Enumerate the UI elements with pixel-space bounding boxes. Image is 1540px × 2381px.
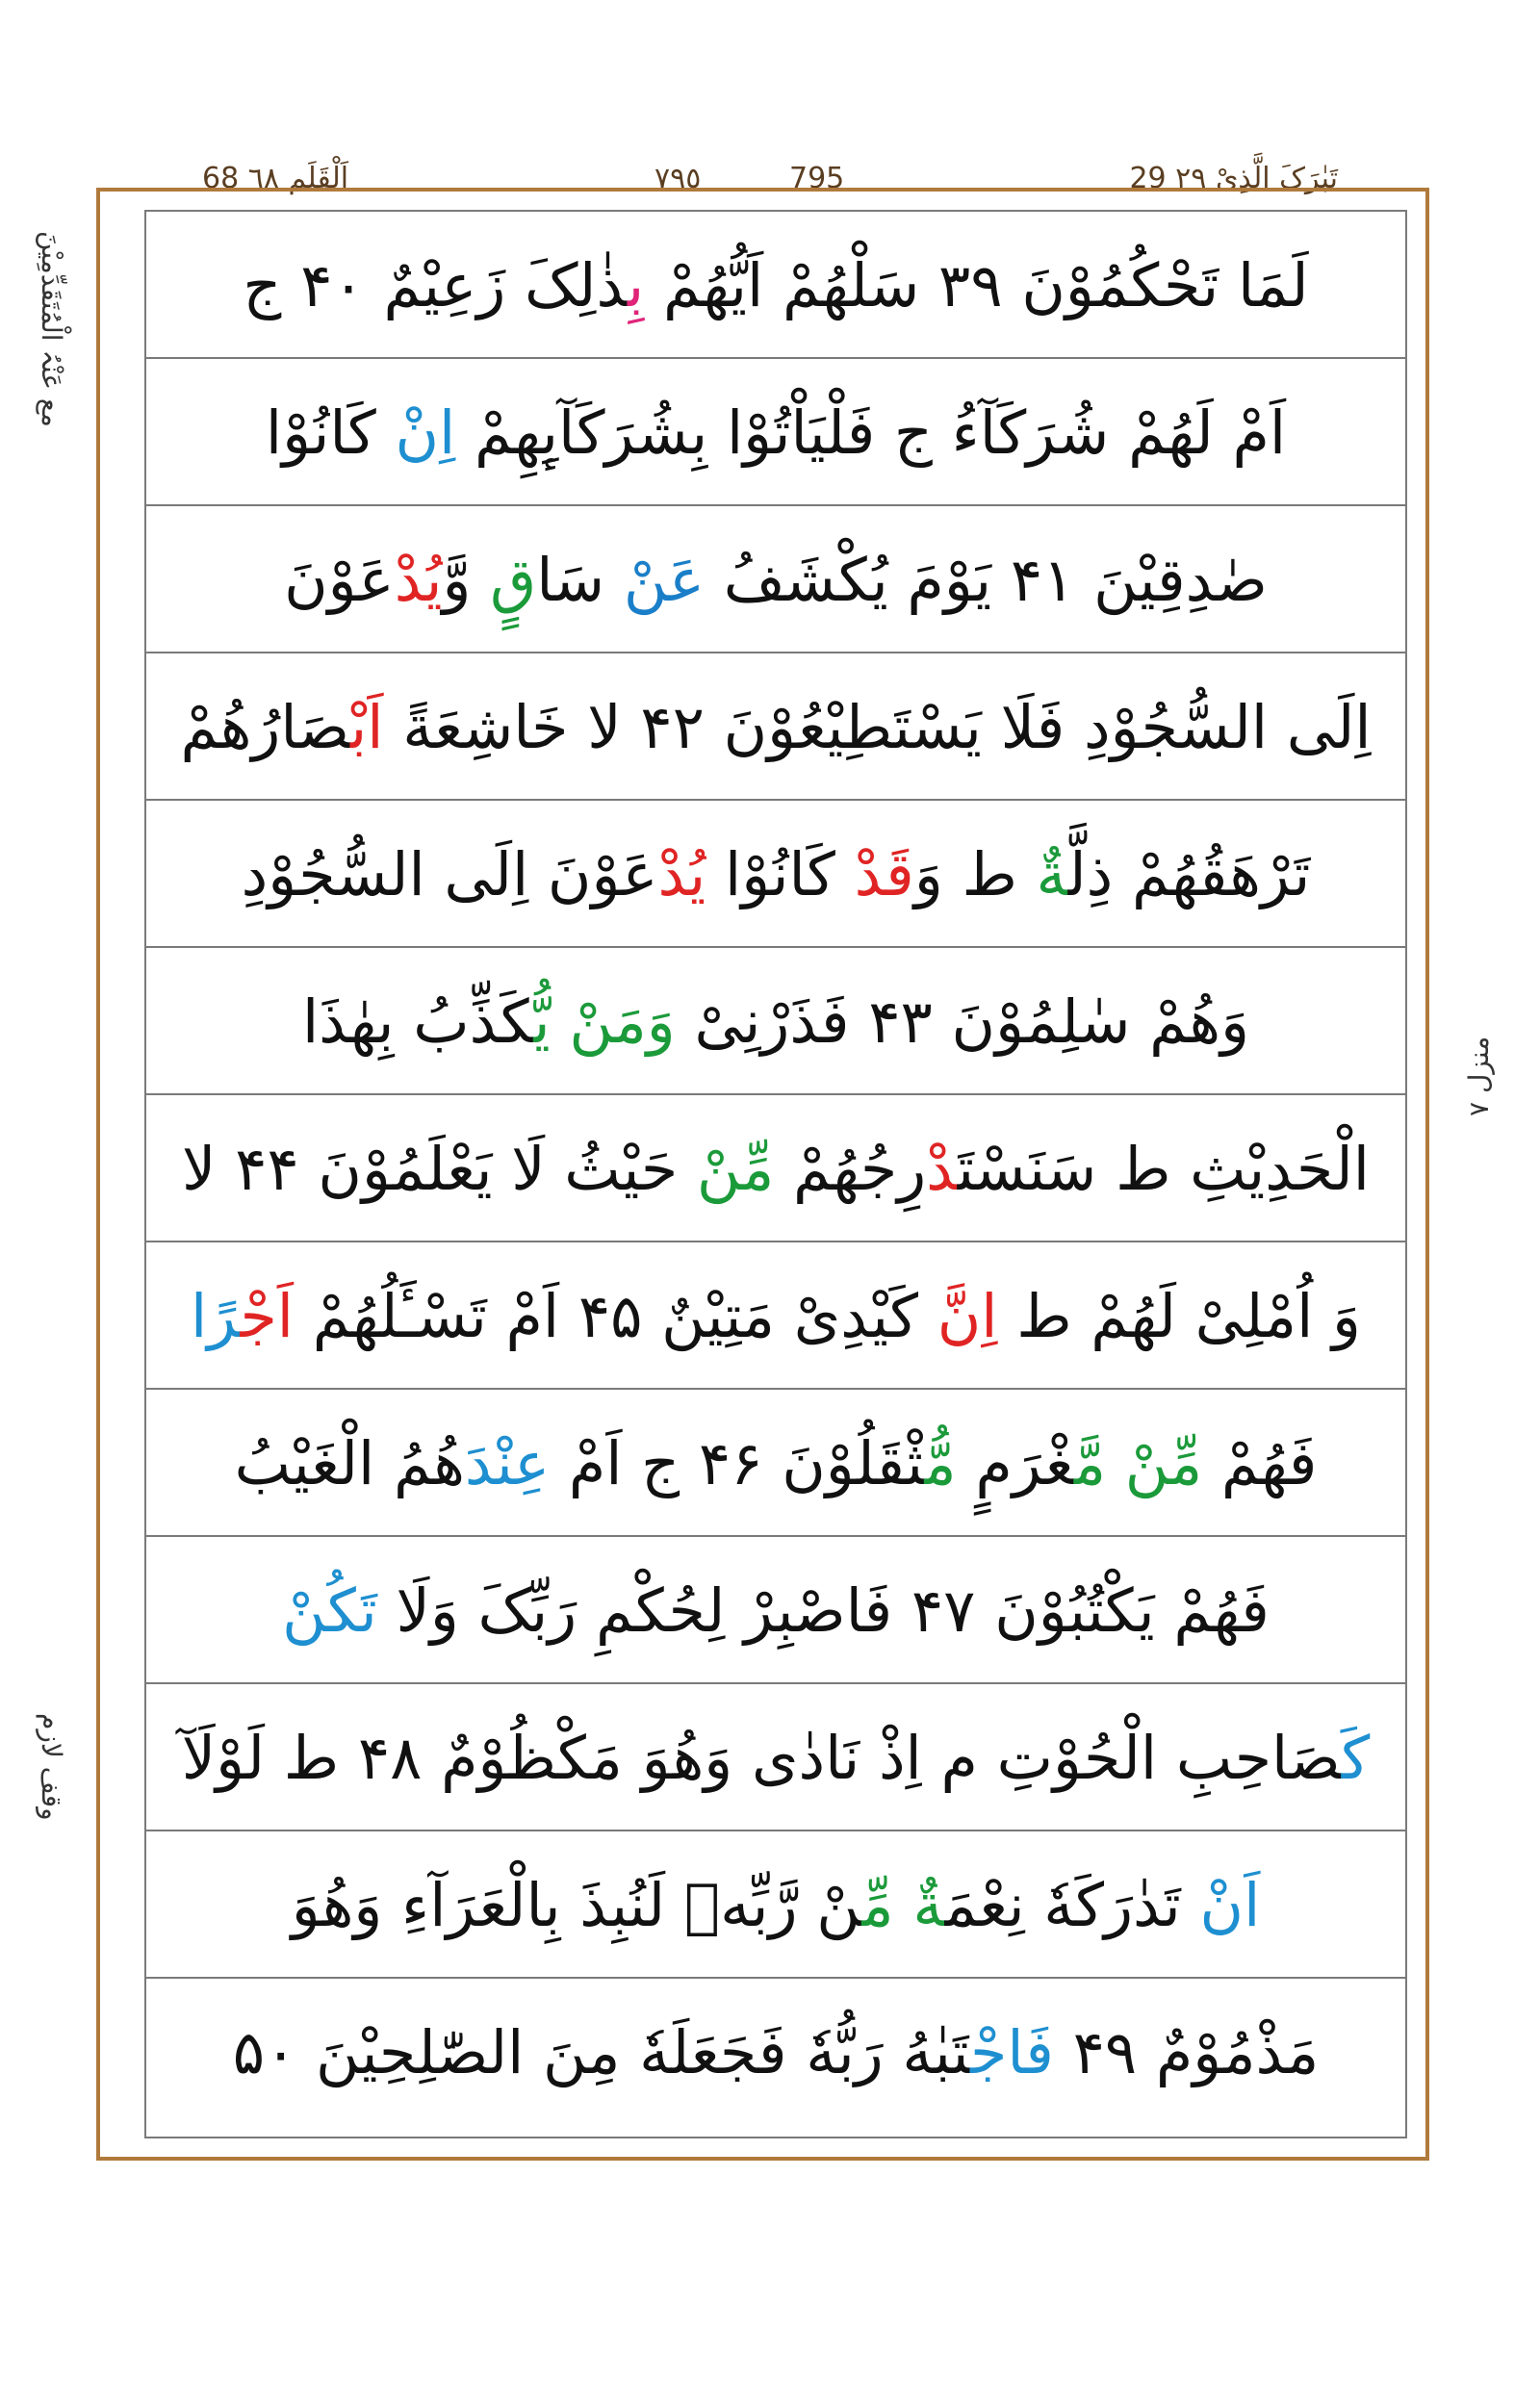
text-segment: فَهُمْ [1202,1428,1318,1498]
text-segment: فَهُمْ یَکْتُبُوْنَ ۴۷ فَاصْبِرْ لِحُکْمِ رَبِّکَ وَلَا [376,1575,1270,1646]
text-line [146,212,1405,359]
text-segment: قٍ [490,545,537,615]
text-segment: غْرَمٍ [956,1428,1074,1498]
text-segment: اِنْ [395,397,456,468]
text-line [146,653,1405,801]
margin-note-manzil: منزل ٧ [1463,1036,1495,1116]
text-segment: اِلَی السُّجُوْدِ فَلَا یَسْتَطِیْعُوْنَ ۴۲ لا خَاشِعَةً [383,692,1372,762]
text-line [146,1979,1405,2126]
text-line [146,1390,1405,1537]
text-segment: کَانُوْا [265,397,396,468]
text-line [146,1684,1405,1831]
text-segment: صَارُهُمْ [180,692,350,762]
text-segment: وَّ [442,545,491,615]
text-segment: هُمُ الْغَیْبُ [234,1428,465,1498]
text-segment: بِ [627,250,645,320]
text-segment: تَدٰرَکَهٗ نِعْمَ [944,1870,1200,1940]
surah-title: 68 اَلْقَلَم ٦٨ [202,162,349,195]
text-segment: عَوْنَ اِلَی السُّجُوْدِ [241,839,658,909]
text-segment: فَاجْ [970,2017,1054,2087]
text-segment: اِنَّ [937,1281,998,1351]
page-number-urdu: ٧٩٥ [654,162,702,195]
text-line [146,1242,1405,1390]
text-segment: یُدْ [394,545,443,615]
text-segment: یُدْ [657,839,706,909]
text-segment: کَ [1341,1723,1371,1793]
text-segment: تَبٰهُ رَبُّهٗ فَجَعَلَهٗ مِنَ الصّٰلِحِیْنَ ۵۰ [232,2017,971,2087]
text-segment: وَمَنْ یُّ [533,986,676,1057]
text-segment: ثْقَلُوْنَ ۴۶ ج اَمْ [550,1428,925,1498]
text-segment: صَاحِبِ الْحُوْتِ م اِذْ نَادٰی وَهُوَ مَکْظُوْمٌ ۴۸ ط لَوْلَآ [181,1723,1342,1793]
text-segment: ةٌ [1036,839,1068,909]
text-segment: اَبْ [350,692,384,762]
text-segment: مَذْمُوْمٌ ۴۹ [1053,2017,1320,2087]
text-segment: مُّ [924,1428,957,1498]
text-segment: تَرْهَقُهُمْ ذِلَّ [1067,839,1311,909]
juz-title: 29 تَبٰرَکَ الَّذِیْ ٢٩ [1129,162,1338,195]
text-segment: مِّنْ [696,1134,775,1204]
text-line [146,506,1405,653]
text-segment: عِنْدَ [464,1428,551,1498]
text-segment: اَجْ [240,1281,295,1351]
text-segment: اَمْ لَهُمْ شُرَکَآءُ ج فَلْیَاْتُوْا بِشُرَکَآىِٕهِمْ [455,397,1287,468]
text-segment: قَدْ [854,839,914,909]
text-line [146,1095,1405,1242]
text-segment: عَوْنَ [284,545,395,615]
text-segment: وَهُمْ سٰلِمُوْنَ ۴۳ فَذَرْنِیْ [675,986,1250,1057]
text-line [146,801,1405,948]
text-segment: وَ اُمْلِیْ لَهُمْ ط [997,1281,1361,1351]
text-segment: عَنْ [623,545,706,615]
margin-note-top: مع عَنْہُ الْمُتَقَدِّمِیْنَ [36,231,67,427]
text-segment: مِّنْ مَّ [1073,1428,1203,1498]
text-line [146,1831,1405,1979]
text-segment: کَیْدِیْ مَتِیْنٌ ۴۵ اَمْ تَسْـَٔلُهُمْ [294,1281,937,1351]
text-segment: لَمَا تَحْکُمُوْنَ ۳۹ سَلْهُمْ اَیُّهُمْ [644,250,1309,320]
text-segment: دْ [926,1134,958,1204]
text-segment: ط وَ [913,839,1037,909]
margin-note-waqf: وقف لازم [36,1713,67,1821]
text-segment: سَا [536,545,624,615]
text-segment: ةٌ مِّ [861,1870,945,1940]
text-segment: اَنْ [1199,1870,1261,1940]
text-line [146,948,1405,1095]
text-segment: تَکُنْ [282,1575,377,1646]
text-segment: حَیْثُ لَا یَعْلَمُوْنَ ۴۴ لا [182,1134,697,1204]
text-line [146,1537,1405,1684]
text-segment: رًا [191,1281,241,1351]
text-segment: کَانُوْا [706,839,855,909]
text-line [146,359,1405,506]
page-number: 795 [789,162,845,195]
text-segment: الْحَدِیْثِ ط سَنَسْتَ [957,1134,1370,1204]
text-segment: صٰدِقِیْنَ ۴۱ یَوْمَ یُکْشَفُ [705,545,1268,615]
text-segment: رِجُهُمْ [774,1134,927,1204]
text-segment: نْ رَّبِّهٖ لَنُبِذَ بِالْعَرَآءِ وَهُوَ [291,1870,862,1940]
text-segment: ذٰلِکَ زَعِیْمٌ ۴۰ ج [243,250,628,320]
text-segment: کَذِّبُ بِهٰذَا [301,986,534,1057]
